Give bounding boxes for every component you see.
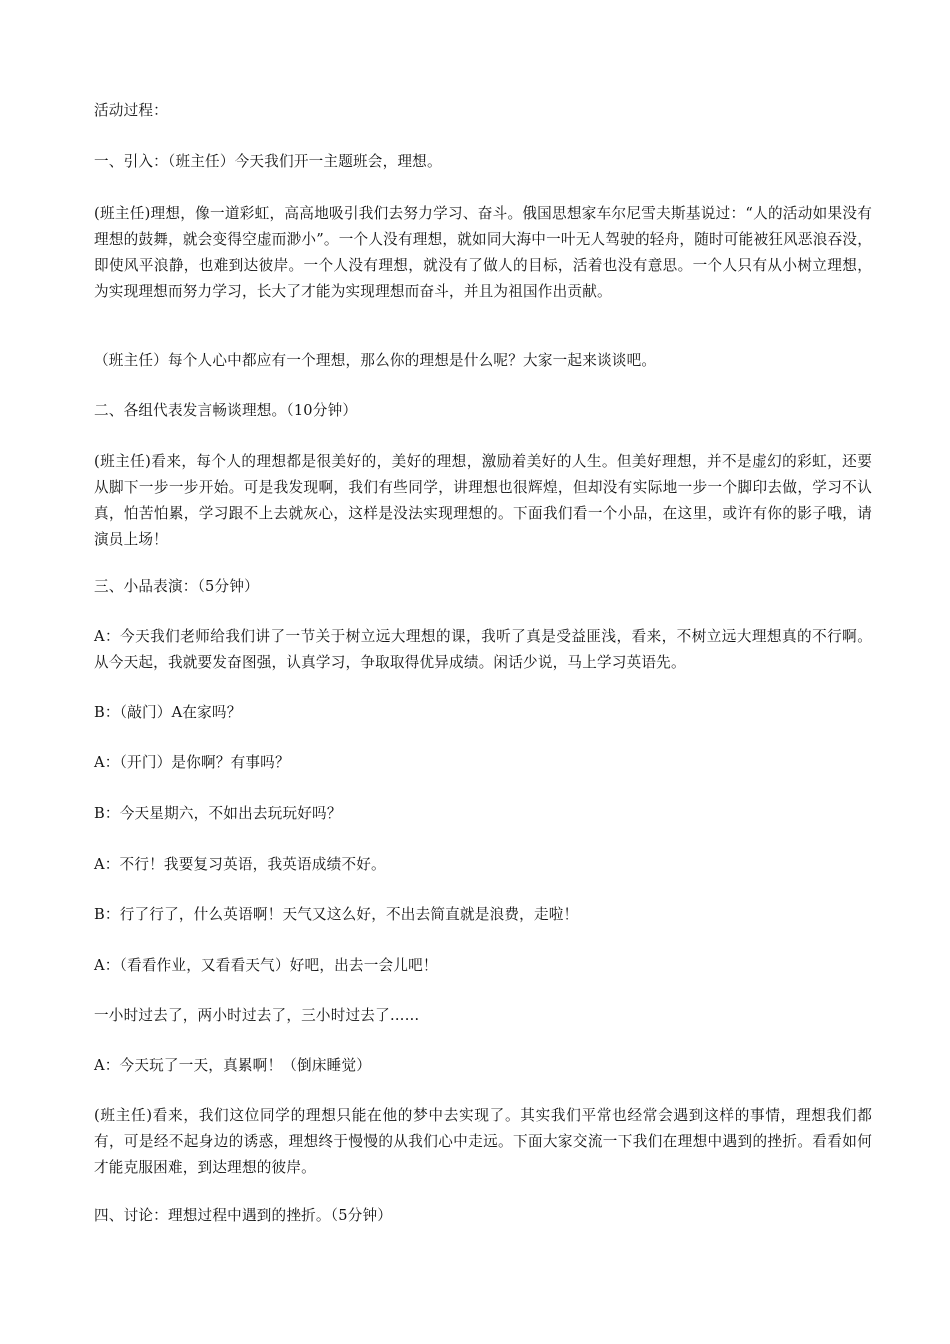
- paragraph-temptation: (班主任)看来，我们这位同学的理想只能在他的梦中去实现了。其实我们平常也经常会遇到这样的事情，理想我们都有，可是经不起身边的诱惑，理想终于慢慢的从我们心中走远。下面大家交流一下我们在理想中遇到的挫折。看看如何才能克服困难，到达理想的彼岸。: [94, 1107, 872, 1176]
- dialogue-line: A：今天玩了一天，真累啊！（倒床睡觉）: [94, 1057, 372, 1074]
- paragraph-ideal-rainbow: (班主任)理想，像一道彩虹，高高地吸引我们去努力学习、奋斗。俄国思想家车尔尼雪夫斯基说过：“人的活动如果没有理想的鼓舞，就会变得空虚而渺小”。一个人没有理想，就如同大海中一叶无人驾驶的轻舟，随时可能被狂风恶浪吞没，即使风平浪静，也难到达彼岸。一个人没有理想，就没有了做人的目标，活着也没有意思。一个人只有从小树立理想，为实现理想而努力学习，长大了才能为实现理想而奋斗，并且为祖国作出贡献。: [94, 205, 872, 300]
- dialogue-line: A：（开门）是你啊？有事吗？: [94, 754, 290, 771]
- dialogue-line: A：（看看作业，又看看天气）好吧，出去一会儿吧！: [94, 957, 438, 974]
- dialogue-line: B：今天星期六，不如出去玩玩好吗？: [94, 805, 342, 822]
- section-heading-activity-process: 活动过程：: [94, 102, 168, 119]
- narration-line: 一小时过去了，两小时过去了，三小时过去了……: [94, 1007, 420, 1024]
- paragraph-everyone-ideal: （班主任）每个人心中都应有一个理想，那么你的理想是什么呢？大家一起来谈谈吧。: [94, 352, 657, 369]
- dialogue-line: A：今天我们老师给我们讲了一节关于树立远大理想的课，我听了真是受益匪浅，看来，不树立远大理想真的不行啊。从今天起，我就要发奋图强，认真学习，争取取得优异成绩。闲话少说，马上学习英语先。: [94, 628, 872, 671]
- dialogue-line: A：不行！我要复习英语，我英语成绩不好。: [94, 856, 386, 873]
- dialogue-line: B：（敲门）A在家吗？: [94, 704, 242, 721]
- section-heading-discussion: 四、讨论：理想过程中遇到的挫折。（5分钟）: [94, 1207, 393, 1224]
- section-heading-skit: 三、小品表演：（5分钟）: [94, 578, 259, 595]
- section-heading-introduction: 一、引入：（班主任）今天我们开一主题班会，理想。: [94, 153, 442, 170]
- section-heading-group-talk: 二、各组代表发言畅谈理想。（10分钟）: [94, 402, 358, 419]
- paragraph-beautiful-ideal: (班主任)看来，每个人的理想都是很美好的，美好的理想，激励着美好的人生。但美好理想，并不是虚幻的彩虹，还要从脚下一步一步开始。可是我发现啊，我们有些同学，讲理想也很辉煌，但却没有实际地一步一个脚印去做，学习不认真，怕苦怕累，学习跟不上去就灰心，这样是没法实现理想的。下面我们看一个小品，在这里，或许有你的影子哦，请演员上场！: [94, 453, 872, 548]
- dialogue-line: B：行了行了，什么英语啊！天气又这么好，不出去简直就是浪费，走啦！: [94, 906, 579, 923]
